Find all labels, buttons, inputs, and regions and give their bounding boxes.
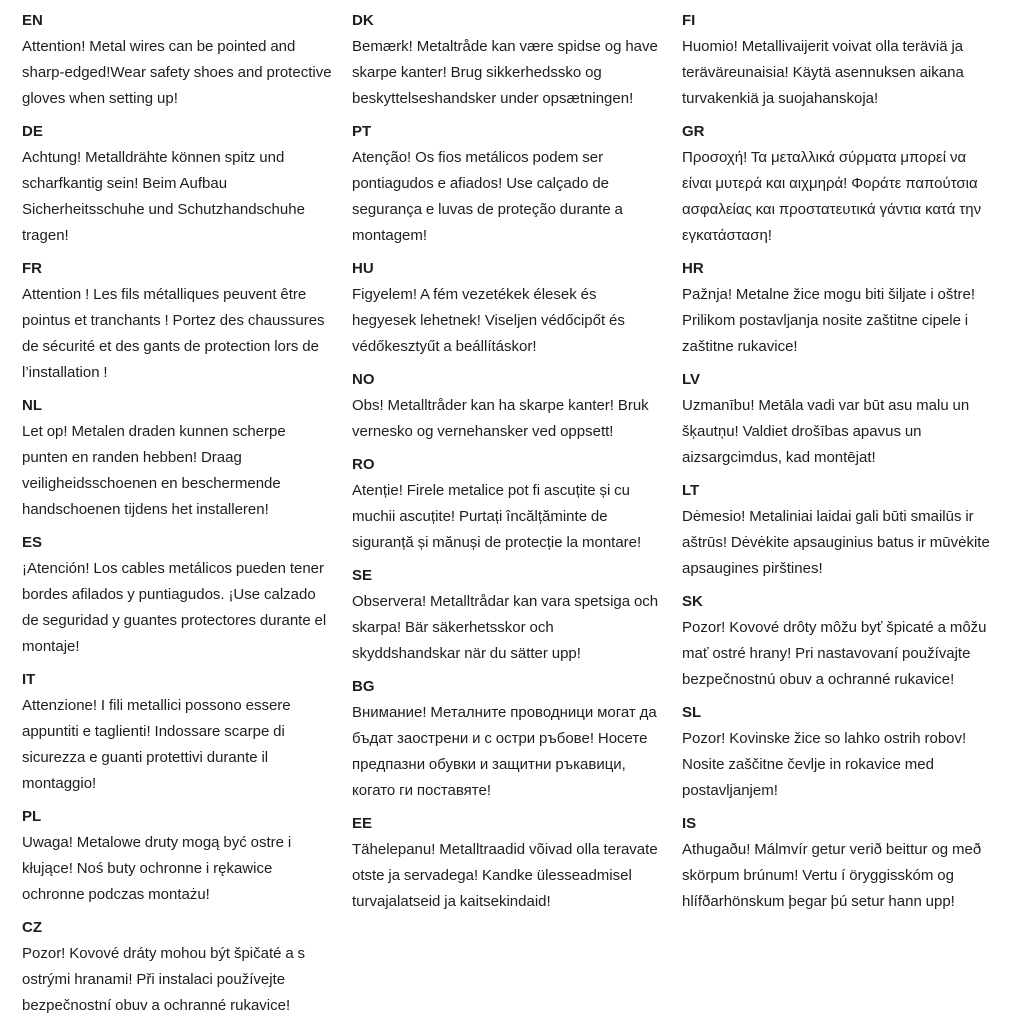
language-code: PT (352, 123, 372, 140)
language-entry-fi (682, 8, 992, 112)
warning-text: Внимание! Металните проводници могат да бъдат заострени и с остри ръбове! Носете предпазни обувки и защитни ръкавици, когато ги поставяте! (352, 704, 657, 799)
language-entry-gr (682, 119, 992, 249)
warning-text: Athugaðu! Málmvír getur verið beittur og með skörpum brúnum! Vertu í öryggisskóm og hlífðarhönskum þegar þú setur hann upp! (682, 841, 982, 910)
language-code: FR (22, 260, 42, 277)
language-entry-hr (682, 256, 992, 360)
warning-text: Huomio! Metallivaijerit voivat olla teräviä ja teräväreunaisia! Käytä asennuksen aikana turvakenkiä ja suojahanskoja! (682, 38, 964, 107)
warning-text: Uwaga! Metalowe druty mogą być ostre i kłujące! Noś buty ochronne i rękawice ochronne podczas montażu! (22, 834, 292, 903)
language-code: NL (22, 397, 42, 414)
language-entry-dk (352, 8, 662, 112)
language-code: DE (22, 123, 43, 140)
warning-text: Bemærk! Metaltråde kan være spidse og have skarpe kanter! Brug sikkerhedssko og beskyttelseshandsker under opsætningen! (352, 38, 658, 107)
warning-text: Pozor! Kovové dráty mohou být špičaté a s ostrými hranami! Při instalaci používejte bezpečnostní obuv a ochranné rukavice! (22, 945, 306, 1014)
language-entry-lt (682, 478, 992, 582)
language-code: NO (352, 371, 375, 388)
language-entry-it (22, 667, 332, 797)
language-entry-se (352, 563, 662, 667)
warning-text: Observera! Metalltrådar kan vara spetsiga och skarpa! Bär säkerhetsskor och skyddshandskar när du sätter upp! (352, 593, 659, 662)
language-code: EE (352, 815, 373, 832)
language-code: CZ (22, 919, 42, 936)
language-code: IS (682, 815, 697, 832)
warning-text: Achtung! Metalldrähte können spitz und scharfkantig sein! Beim Aufbau Sicherheitsschuhe und Schutzhandschuhe tragen! (22, 149, 305, 244)
column-3 (682, 8, 992, 1024)
language-code: SL (682, 704, 702, 721)
language-code: LV (682, 371, 701, 388)
language-entry-bg (352, 674, 662, 804)
language-code: RO (352, 456, 375, 473)
warning-text: ¡Atención! Los cables metálicos pueden tener bordes afilados y puntiagudos. ¡Use calzado de seguridad y guantes protectores durante el montaje! (22, 560, 327, 655)
language-entry-nl (22, 393, 332, 523)
warning-text: Pozor! Kovinske žice so lahko ostrih robov! Nosite zaščitne čevlje in rokavice med postavljanjem! (682, 730, 967, 799)
language-entry-es (22, 530, 332, 660)
language-code: HU (352, 260, 374, 277)
column-1 (22, 8, 332, 1024)
warning-text: Let op! Metalen draden kunnen scherpe punten en randen hebben! Draag veiligheidsschoenen en beschermende handschoenen tijdens het installeren! (22, 423, 286, 518)
warning-text: Προσοχή! Τα μεταλλικά σύρματα μπορεί να είναι μυτερά και αιχμηρά! Φοράτε παπούτσια ασφαλείας και προστατευτικά γάντια κατά την εγκατάσταση! (682, 149, 982, 244)
warning-text: Attention! Metal wires can be pointed and sharp-edged!Wear safety shoes and protective gloves when setting up! (22, 38, 332, 107)
language-entry-ee (352, 811, 662, 915)
warning-text: Pozor! Kovové drôty môžu byť špicaté a môžu mať ostré hrany! Pri nastavovaní používajte bezpečnostnú obuv a ochranné rukavice! (682, 619, 987, 688)
language-code: PL (22, 808, 42, 825)
language-entry-hu (352, 256, 662, 360)
warning-text: Figyelem! A fém vezetékek élesek és hegyesek lehetnek! Viseljen védőcipőt és védőkesztyűt a beállításkor! (352, 286, 625, 355)
language-entry-de (22, 119, 332, 249)
language-code: FI (682, 12, 696, 29)
warning-text: Obs! Metalltråder kan ha skarpe kanter! Bruk vernesko og vernehansker ved oppsett! (352, 397, 649, 440)
language-entry-no (352, 367, 662, 445)
warning-text: Attenzione! I fili metallici possono essere appuntiti e taglienti! Indossare scarpe di sicurezza e guanti protettivi durante il montaggio! (22, 697, 291, 792)
language-entry-sk (682, 589, 992, 693)
language-entry-pt (352, 119, 662, 249)
language-entry-sl (682, 700, 992, 804)
language-entry-pl (22, 804, 332, 908)
language-entry-ro (352, 452, 662, 556)
warning-text: Atenção! Os fios metálicos podem ser pontiagudos e afiados! Use calçado de segurança e luvas de proteção durante a montagem! (352, 149, 623, 244)
language-entry-lv (682, 367, 992, 471)
warning-text: Atenție! Firele metalice pot fi ascuțite și cu muchii ascuțite! Purtați încălțăminte de siguranță și mănuși de protecție la montare! (352, 482, 642, 551)
language-entry-fr (22, 256, 332, 386)
language-code: GR (682, 123, 705, 140)
warning-text: Pažnja! Metalne žice mogu biti šiljate i oštre! Prilikom postavljanja nosite zaštitne cipele i zaštitne rukavice! (682, 286, 976, 355)
language-code: HR (682, 260, 704, 277)
warning-text: Tähelepanu! Metalltraadid võivad olla teravate otste ja servadega! Kandke ülesseadmisel turvajalatseid ja kaitsekindaid! (352, 841, 658, 910)
language-code: EN (22, 12, 43, 29)
warning-text: Dėmesio! Metaliniai laidai gali būti smailūs ir aštrūs! Dėvėkite apsauginius batus ir mūvėkite apsaugines pirštines! (682, 508, 990, 577)
language-code: SE (352, 567, 373, 584)
language-code: SK (682, 593, 703, 610)
language-entry-en (22, 8, 332, 112)
language-code: IT (22, 671, 36, 688)
language-code: LT (682, 482, 700, 499)
language-entry-is (682, 811, 992, 915)
column-2 (352, 8, 662, 1024)
warning-text: Uzmanību! Metāla vadi var būt asu malu un šķautņu! Valdiet drošības apavus un aizsargcimdus, kad montējat! (682, 397, 970, 466)
language-code: DK (352, 12, 374, 29)
language-entry-cz (22, 915, 332, 1019)
language-code: ES (22, 534, 43, 551)
language-code: BG (352, 678, 375, 695)
warning-text: Attention ! Les fils métalliques peuvent être pointus et tranchants ! Portez des chaussures de sécurité et des gants de protection lors de l’installation ! (22, 286, 325, 381)
